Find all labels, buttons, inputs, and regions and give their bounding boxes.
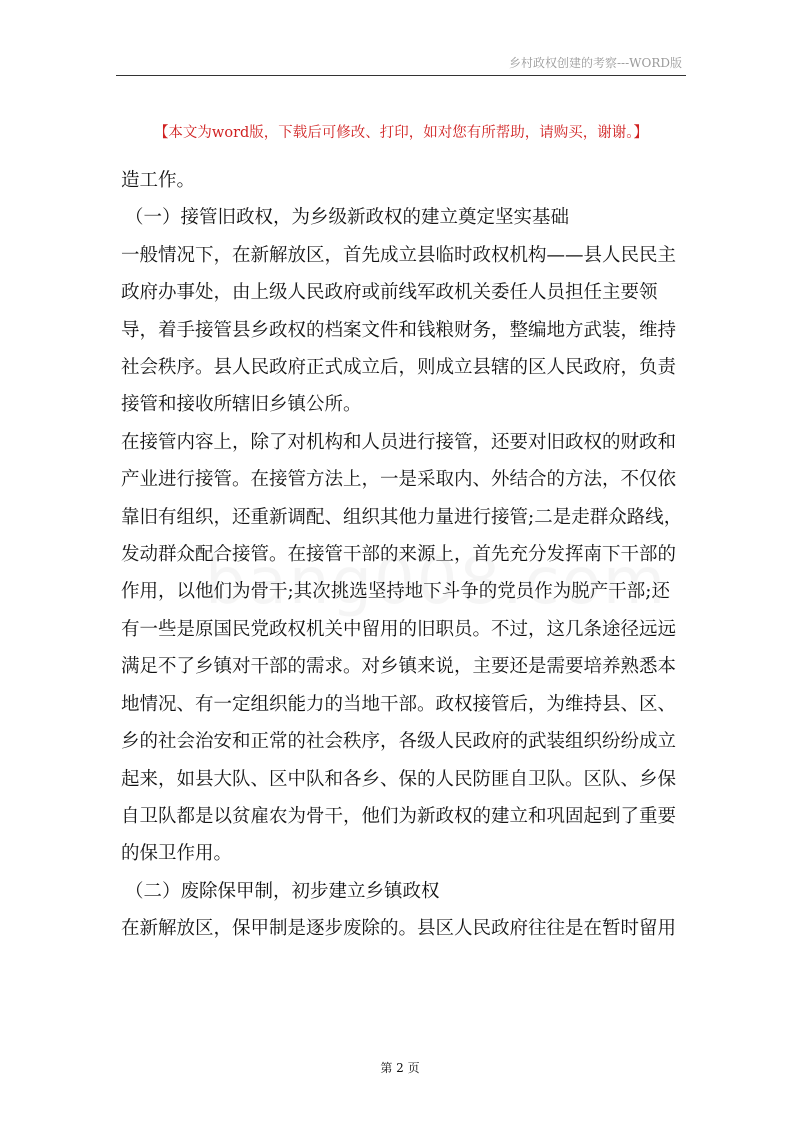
header-divider bbox=[116, 75, 686, 76]
purchase-notice: 【本文为word版，下载后可修改、打印，如对您有所帮助，请购买，谢谢。】 bbox=[153, 125, 649, 141]
running-header: 乡村政权创建的考察---WORD版 bbox=[509, 56, 682, 70]
paragraph-2: 在接管内容上，除了对机构和人员进行接管，还要对旧政权的财政和产业进行接管。在接管方法上，一是采取内、外结合的方法，不仅依靠旧有组织，还重新调配、组织其他力量进行接管;二是走群众路线，发动群众配合接管。在接管干部的来源上，首先充分发挥南下干部的作用，以他们为骨干;其次挑选坚持地下斗争的党员作为脱产干部;还有一些是原国民党政权机关中留用的旧职员。不过，这几条途径远远满足不了乡镇对干部的需求。对乡镇来说，主要还是需要培养熟悉本地情况、有一定组织能力的当地干部。政权接管后，为维持县、区、乡的社会治安和正常的社会秩序，各级人民政府的武装组织纷纷成立起来，如县大队、区中队和各乡、保的人民防匪自卫队。区队、乡保自卫队都是以贫雇农为骨干，他们为新政权的建立和巩固起到了重要的保卫作用。 bbox=[121, 431, 683, 865]
paragraph-3: 在新解放区，保甲制是逐步废除的。县区人民政府往往是在暂时留用 bbox=[121, 918, 677, 940]
section-heading-1: （一）接管旧政权，为乡级新政权的建立奠定坚实基础 bbox=[125, 207, 570, 229]
paragraph-1: 一般情况下，在新解放区，首先成立县临时政权机构——县人民民主政府办事处，由上级人民政府或前线军政机关委任人员担任主要领导，着手接管县乡政权的档案文件和钱粮财务，整编地方武装，维持社会秩序。县人民政府正式成立后，则成立县辖的区人民政府，负责接管和接收所辖旧乡镇公所。 bbox=[121, 244, 677, 416]
continuation-text: 造工作。 bbox=[121, 170, 196, 191]
document-body bbox=[121, 162, 683, 948]
section-heading-2: （二）废除保甲制，初步建立乡镇政权 bbox=[125, 880, 440, 902]
page-number: 第 2 页 bbox=[380, 1061, 420, 1075]
